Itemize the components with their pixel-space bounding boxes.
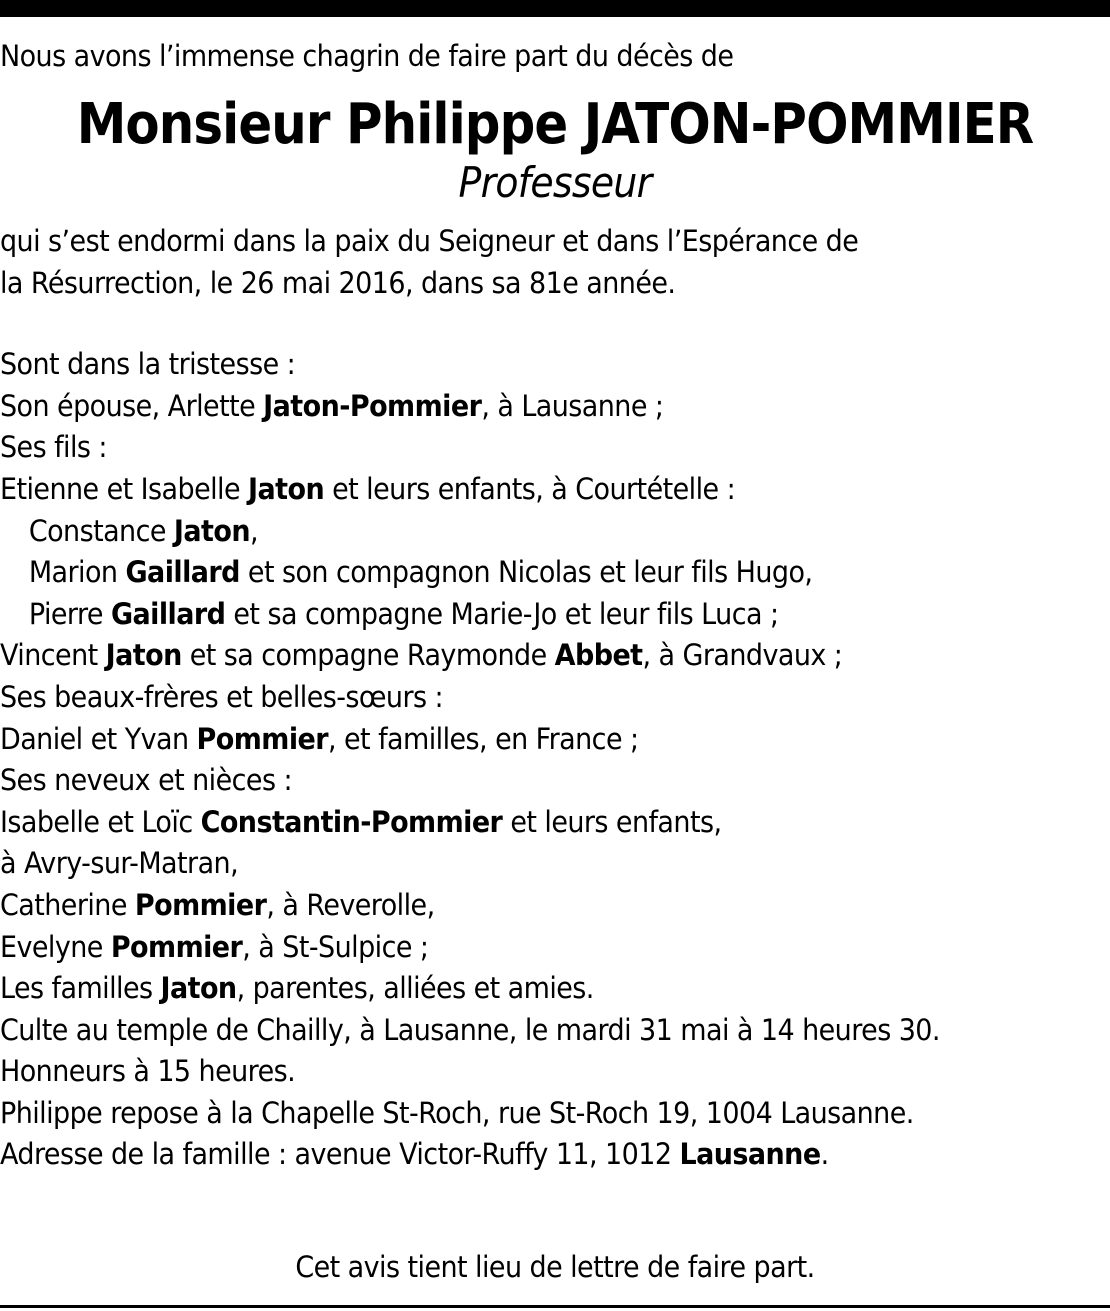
son-2-post: , à Grandvaux ; [642,638,843,673]
deceased-profession: Professeur [458,158,652,207]
grandchild-1-surname: Jaton [173,513,250,548]
death-notice [0,35,1110,1176]
service-repose: Philippe repose à la Chapelle St-Roch, rue St-Roch 19, 1004 Lausanne. [0,1095,914,1130]
son-2-line [0,635,1032,677]
nephew-2-surname: Pommier [134,887,267,922]
son-1-line [0,469,1032,511]
service-honneurs: Honneurs à 15 heures. [0,1054,296,1089]
son-2-partner-surname: Abbet [554,638,643,673]
inlaws-surname: Pommier [196,721,328,756]
nephew-2-line [0,885,1032,927]
top-rule [0,0,1110,17]
service-culte: Culte au temple de Chailly, à Lausanne, le mardi 31 mai à 14 heures 30. [0,1012,940,1047]
nephew-1-pre: Isabelle et Loïc [0,804,201,839]
families-post: , parentes, alliées et amies. [236,971,594,1006]
grandchild-3-line [0,594,1032,636]
spouse-post: , à Lausanne ; [481,388,664,423]
families-surname: Jaton [160,971,237,1006]
grandchild-2-post: et son compagnon Nicolas et leur fils Hugo, [239,555,813,590]
grandchild-3-post: et sa compagne Marie-Jo et leur fils Luca ; [225,596,779,631]
family-address-city: Lausanne [679,1137,821,1172]
intro-text: Nous avons l’immense chagrin de faire part du décès de [0,39,734,73]
son-2-surname: Jaton [105,638,182,673]
nephew-3-surname: Pommier [110,929,243,964]
grandchild-1-post: , [249,513,259,548]
grandchild-2-pre: Marion [28,555,126,590]
nephew-1-surname: Constantin-Pommier [200,804,503,839]
deceased-name: Monsieur Philippe JATON-POMMIER [76,92,1034,157]
son-1-post: et leurs enfants, à Courtételle : [324,471,736,506]
grandchild-2-surname: Gaillard [125,555,240,590]
spouse-pre: Son épouse, Arlette [0,388,264,423]
family-address-post: . [820,1137,829,1172]
families-line [0,968,1032,1010]
nephew-3-pre: Evelyne [0,929,111,964]
statement-line-1: qui s’est endormi dans la paix du Seigneur et dans l’Espérance de [0,224,859,258]
grandchild-2-line [0,552,1032,594]
nephew-2-post: , à Reverolle, [266,887,435,922]
grandchild-3-pre: Pierre [28,596,111,631]
son-2-mid: et sa compagne Raymonde [181,638,555,673]
sons-heading: Ses fils : [0,430,107,465]
inlaws-line [0,719,1032,761]
family-address-line [0,1134,1032,1176]
families-pre: Les familles [0,971,161,1006]
inlaws-post: , et familles, en France ; [327,721,639,756]
nephew-2-pre: Catherine [0,887,135,922]
nephew-1-place: à Avry-sur-Matran, [0,846,239,881]
son-2-pre: Vincent [0,638,106,673]
inlaws-heading: Ses beaux-frères et belles-sœurs : [0,679,444,714]
inlaws-pre: Daniel et Yvan [0,721,197,756]
mourners-heading: Sont dans la tristesse : [0,347,296,382]
nephew-1-line [0,802,1032,844]
statement-line-2: la Résurrection, le 26 mai 2016, dans sa 81e année. [0,265,676,300]
nephew-3-post: , à St-Sulpice ; [242,929,429,964]
footer-note: Cet avis tient lieu de lettre de faire part. [295,1250,815,1284]
son-1-surname: Jaton [248,471,325,506]
family-address-pre: Adresse de la famille : avenue Victor-Ruffy 11, 1012 [0,1137,680,1172]
nephews-heading: Ses neveux et nièces : [0,763,292,798]
nephew-3-line [0,927,1032,969]
grandchild-1-pre: Constance [28,513,174,548]
spouse-surname: Jaton-Pommier [263,388,482,423]
grandchild-1-line [0,511,1032,553]
spouse-line [0,386,1032,428]
nephew-1-post: et leurs enfants, [502,804,722,839]
son-1-pre: Etienne et Isabelle [0,471,249,506]
paragraph-spacer [0,304,1110,344]
grandchild-3-surname: Gaillard [110,596,226,631]
bottom-rule [0,1305,1110,1308]
